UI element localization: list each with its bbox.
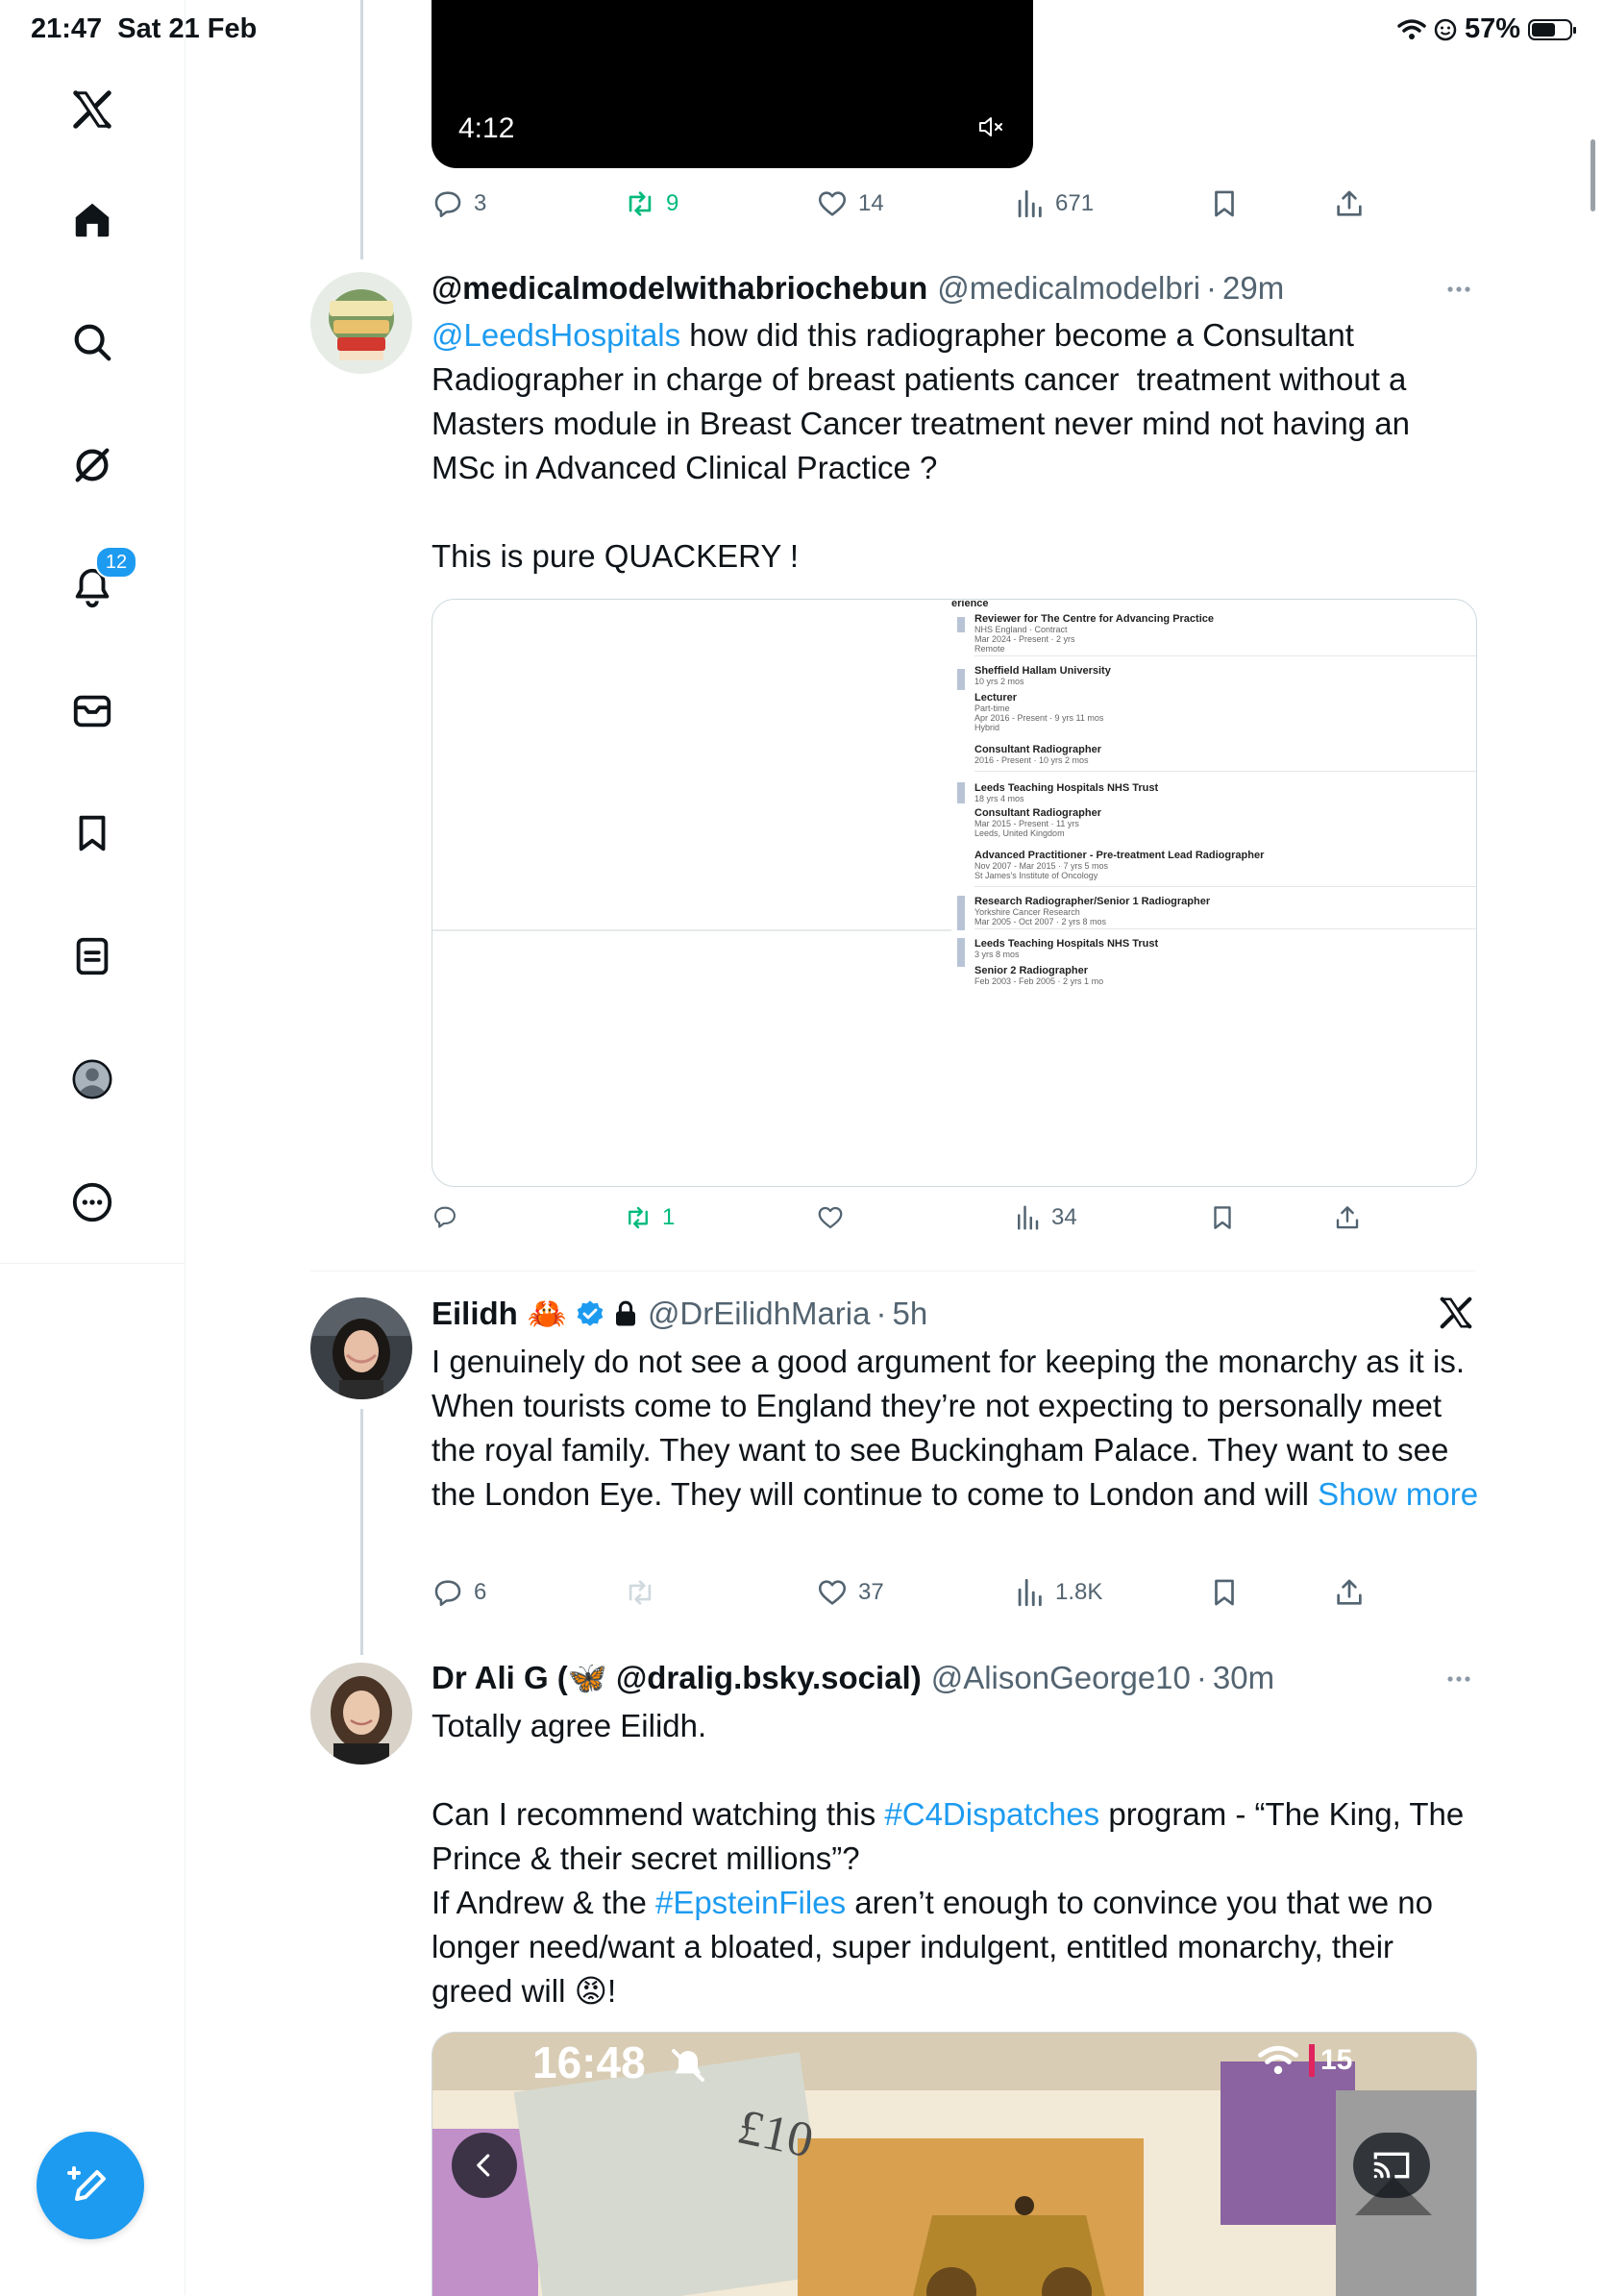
handle[interactable]: @medicalmodelbri xyxy=(937,270,1201,306)
share-icon xyxy=(1333,1576,1366,1609)
experience-detail: Leeds, United Kingdom xyxy=(974,828,1065,838)
view-count: 34 xyxy=(1051,1204,1077,1230)
lists-icon[interactable] xyxy=(61,925,124,988)
experience-detail: St James's Institute of Oncology xyxy=(974,871,1098,880)
reply-button[interactable] xyxy=(432,1576,486,1609)
experience-entry xyxy=(974,807,1101,838)
company-logo xyxy=(957,938,965,967)
bookmarks-icon[interactable] xyxy=(61,802,124,865)
experience-entry xyxy=(974,850,1264,880)
repost-icon xyxy=(624,187,656,220)
experience-detail: Part-time xyxy=(974,704,1010,713)
share-button[interactable] xyxy=(1333,1203,1362,1232)
display-name[interactable]: Dr Ali G (🦋 @dralig.bsky.social) xyxy=(432,1659,922,1695)
search-icon[interactable] xyxy=(61,310,124,374)
battery-percent: 57% xyxy=(1464,13,1520,44)
bookmark-button[interactable] xyxy=(1208,1576,1241,1609)
experience-entry xyxy=(974,613,1214,654)
x-logo-icon xyxy=(1438,1295,1474,1331)
experience-divider xyxy=(974,655,1476,656)
tweet-text: Totally agree Eilidh. Can I recommend watching this #C4Dispatches program - “The King, The Prince & their secret millions”? If Andrew & the #EpsteinFiles aren’t enough to convince you that we no longer need/want a bloated, super indulgent, entitled monarchy, their greed will 😡! xyxy=(432,1708,1465,2009)
compose-button[interactable] xyxy=(37,2132,144,2239)
action-bar xyxy=(432,187,1393,226)
experience-detail: Mar 2015 - Present · 11 yrs xyxy=(974,819,1079,828)
lock-icon xyxy=(613,1299,638,1328)
experience-title: Leeds Teaching Hospitals NHS Trust xyxy=(974,938,1159,950)
heart-icon xyxy=(816,1203,845,1232)
like-button[interactable] xyxy=(816,1576,884,1609)
experience-entry xyxy=(974,896,1210,926)
share-button[interactable] xyxy=(1333,1576,1366,1609)
banknote-text: £10 xyxy=(732,2099,819,2169)
experience-detail: 18 yrs 4 mos xyxy=(974,794,1024,803)
reply-icon xyxy=(432,187,464,220)
like-button[interactable] xyxy=(816,1203,854,1232)
hashtag-link[interactable]: #EpsteinFiles xyxy=(654,1885,847,1920)
image-divider xyxy=(432,929,951,931)
video-player[interactable] xyxy=(432,0,1033,168)
mention-link[interactable]: @LeedsHospitals xyxy=(432,317,681,353)
tweet-header: Dr Ali G (🦋 @dralig.bsky.social) @AlisonGeorge10 · 30m xyxy=(432,1659,1275,1695)
experience-title: Lecturer xyxy=(974,692,1018,704)
action-bar xyxy=(432,1203,1393,1242)
status-date: Sat 21 Feb xyxy=(117,13,258,44)
view-count: 671 xyxy=(1055,190,1095,216)
experience-divider xyxy=(974,771,1476,772)
experience-detail: NHS England · Contract xyxy=(974,625,1068,634)
experience-detail: 3 yrs 8 mos xyxy=(974,950,1020,959)
wifi-icon xyxy=(1397,18,1426,41)
company-logo xyxy=(957,782,965,803)
sidebar xyxy=(0,0,185,2295)
thread-line xyxy=(360,1409,363,1655)
experience-entry xyxy=(974,782,1158,803)
bell-slash-icon xyxy=(669,2046,707,2085)
experience-entry xyxy=(974,965,1103,986)
experience-title: Consultant Radiographer xyxy=(974,744,1102,755)
timestamp[interactable]: 30m xyxy=(1212,1660,1275,1695)
views-icon xyxy=(1013,187,1046,220)
verified-badge-icon xyxy=(575,1298,605,1329)
hashtag-link[interactable]: #C4Dispatches xyxy=(884,1796,1100,1832)
repost-button[interactable] xyxy=(624,187,678,220)
experience-detail: Remote xyxy=(974,644,1005,654)
compose-icon xyxy=(67,2162,113,2209)
reply-count: 3 xyxy=(474,190,487,216)
bookmark-icon xyxy=(1208,1576,1241,1609)
more-options-icon[interactable] xyxy=(1442,1662,1476,1696)
wifi-icon xyxy=(1257,2044,1299,2077)
experience-title: Sheffield Hallam University xyxy=(974,665,1111,677)
avatar[interactable] xyxy=(310,1663,412,1765)
experience-entry xyxy=(974,744,1101,765)
avatar[interactable] xyxy=(310,1297,412,1399)
scrollbar-thumb[interactable] xyxy=(1591,139,1595,211)
video-duration: 4:12 xyxy=(458,112,515,144)
chevron-left-icon xyxy=(470,2151,499,2180)
battery-icon xyxy=(1528,19,1572,40)
bookmark-icon xyxy=(1208,1203,1237,1232)
experience-detail: Mar 2024 - Present · 2 yrs xyxy=(974,634,1075,644)
reply-button[interactable] xyxy=(432,1203,468,1230)
experience-heading: erience xyxy=(951,599,989,609)
reply-icon xyxy=(432,1203,458,1230)
repost-count: 1 xyxy=(662,1204,676,1230)
experience-entry xyxy=(974,665,1111,686)
views-button[interactable] xyxy=(1013,1203,1077,1232)
tweet-text: I genuinely do not see a good argument for keeping the monarchy as it is. When tourists come to England they’re not expecting to personally meet the royal family. They want to see Buckingham Palace. They want to see the London Eye. They will continue to come to London and will Show more xyxy=(432,1344,1479,1512)
notifications-icon[interactable] xyxy=(61,551,128,619)
experience-detail: Nov 2007 - Mar 2015 · 7 yrs 5 mos xyxy=(974,861,1109,871)
experience-detail: Feb 2003 - Feb 2005 · 2 yrs 1 mo xyxy=(974,976,1104,986)
home-icon[interactable] xyxy=(61,188,124,252)
show-more-link[interactable]: Show more xyxy=(1318,1476,1479,1512)
like-count: 14 xyxy=(858,190,884,216)
experience-detail: Mar 2005 - Oct 2007 · 2 yrs 8 mos xyxy=(974,917,1107,926)
tweet-video-thumbnail[interactable] xyxy=(432,2032,1477,2296)
more-icon[interactable] xyxy=(61,1171,124,1234)
reply-button[interactable] xyxy=(432,187,486,220)
cast-button[interactable] xyxy=(1353,2133,1430,2198)
views-icon xyxy=(1013,1203,1042,1232)
experience-entry xyxy=(974,692,1103,732)
experience-detail: Hybrid xyxy=(974,723,1000,732)
experience-title: Advanced Practitioner - Pre-treatment Lead Radiographer xyxy=(974,850,1265,861)
experience-detail: 10 yrs 2 mos xyxy=(974,677,1024,686)
heart-icon xyxy=(816,1576,849,1609)
avatar[interactable] xyxy=(310,272,412,374)
focus-icon xyxy=(1434,18,1457,41)
more-options-icon[interactable] xyxy=(1442,272,1476,307)
reply-icon xyxy=(432,1576,464,1609)
heart-icon xyxy=(816,187,849,220)
views-button[interactable] xyxy=(1013,187,1094,220)
experience-detail: Apr 2016 - Present · 9 yrs 11 mos xyxy=(974,713,1104,723)
display-name[interactable]: Eilidh xyxy=(432,1296,518,1331)
views-icon xyxy=(1013,1576,1046,1609)
action-bar xyxy=(432,1576,1393,1615)
experience-screenshot xyxy=(951,600,1476,1186)
butterfly-emoji: 🦋 xyxy=(567,1659,607,1695)
crab-emoji: 🦀 xyxy=(527,1295,567,1331)
experience-title: Reviewer for The Centre for Advancing Practice xyxy=(974,613,1214,625)
thread-line xyxy=(360,0,363,259)
profile-icon[interactable] xyxy=(61,1048,124,1111)
repost-button[interactable] xyxy=(624,1203,675,1232)
timestamp[interactable]: 29m xyxy=(1222,270,1285,306)
grok-icon[interactable] xyxy=(61,433,124,497)
experience-divider xyxy=(974,928,1476,929)
repost-button xyxy=(624,1576,656,1609)
company-logo xyxy=(957,896,965,930)
experience-title: Senior 2 Radiographer xyxy=(974,965,1088,976)
mute-icon[interactable] xyxy=(977,114,1006,139)
experience-divider xyxy=(974,886,1476,887)
timestamp[interactable]: 5h xyxy=(892,1296,928,1331)
sidebar-divider xyxy=(0,1263,185,1264)
reply-count: 6 xyxy=(474,1579,487,1605)
experience-title: Consultant Radiographer xyxy=(974,807,1102,819)
screen-battery-badge: 15 xyxy=(1309,2044,1352,2077)
tweet-header: Eilidh 🦀 @DrEilidhMaria · 5h xyxy=(432,1295,928,1331)
display-name[interactable]: @medicalmodelwithabriochebun xyxy=(432,270,928,306)
experience-detail: Yorkshire Cancer Research xyxy=(974,907,1080,917)
share-icon xyxy=(1333,1203,1362,1232)
company-logo xyxy=(957,669,965,690)
experience-title: Research Radiographer/Senior 1 Radiographer xyxy=(974,896,1211,907)
previous-button[interactable] xyxy=(452,2133,517,2198)
x-logo-icon[interactable] xyxy=(61,78,124,141)
like-button[interactable] xyxy=(816,187,884,220)
status-time: 21:47 xyxy=(31,13,103,44)
notification-badge: 12 xyxy=(95,546,137,579)
repost-count: 9 xyxy=(666,190,679,216)
bookmark-button[interactable] xyxy=(1208,187,1241,220)
messages-icon[interactable] xyxy=(61,679,124,743)
view-count: 1.8K xyxy=(1055,1579,1103,1605)
experience-entry xyxy=(974,938,1158,959)
bookmark-button[interactable] xyxy=(1208,1203,1237,1232)
tweet-text: @LeedsHospitals how did this radiographer become a Consultant Radiographer in charge of breast patients cancer treatment without a Masters module in Breast Cancer treatment never mind not having an MSc in Advanced Clinical Practice ? This is pure QUACKERY ! xyxy=(432,317,1411,574)
share-icon xyxy=(1333,187,1366,220)
tweet-image[interactable] xyxy=(432,599,1477,1187)
repost-icon xyxy=(624,1203,653,1232)
repost-icon xyxy=(624,1576,656,1609)
screen-time: 16:48 xyxy=(532,2037,646,2087)
experience-detail: 2016 - Present · 10 yrs 2 mos xyxy=(974,755,1089,765)
views-button[interactable] xyxy=(1013,1576,1102,1609)
handle[interactable]: @AlisonGeorge10 xyxy=(930,1660,1191,1695)
tweet-header: @medicalmodelwithabriochebun @medicalmodelbri · 29m xyxy=(432,270,1285,306)
experience-title: Leeds Teaching Hospitals NHS Trust xyxy=(974,782,1159,794)
company-logo xyxy=(957,617,965,632)
cast-icon xyxy=(1372,2149,1411,2182)
share-button[interactable] xyxy=(1333,187,1366,220)
bookmark-icon xyxy=(1208,187,1241,220)
handle[interactable]: @DrEilidhMaria xyxy=(647,1296,871,1331)
like-count: 37 xyxy=(858,1579,884,1605)
